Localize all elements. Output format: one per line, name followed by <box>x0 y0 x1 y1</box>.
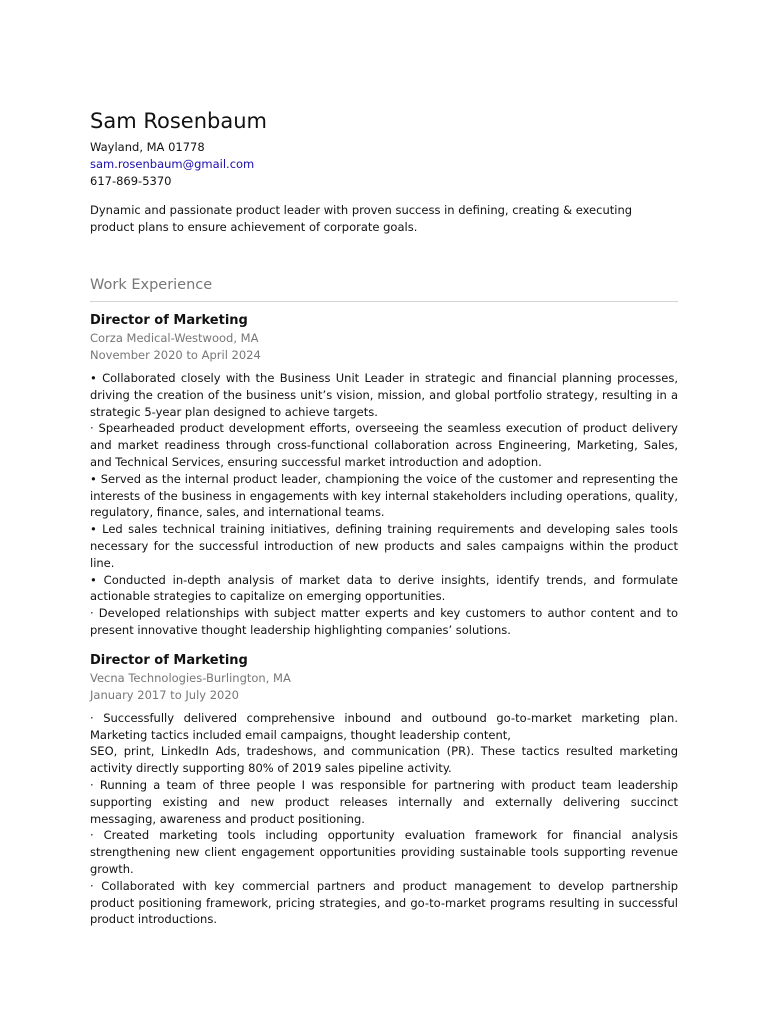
job-bullet: · Spearheaded product development efforts, overseeing the seamless execution of product delivery and market readiness through cross-functional collaboration across Engineering, Marketing, Sales, and Technical Services, ensuring successful market introduction and adoption. <box>90 421 678 469</box>
resume-content <box>90 106 678 928</box>
job-bullet: • Collaborated closely with the Business Unit Leader in strategic and financial planning processes, driving the creation of the business unit’s vision, mission, and global portfolio strategy, resulting in a strategic 5-year plan designed to achieve targets. <box>90 371 678 419</box>
job-bullet: • Conducted in-depth analysis of market data to derive insights, identify trends, and formulate actionable strategies to capitalize on emerging opportunities. <box>90 572 678 604</box>
job-location: Westwood, MA <box>174 331 259 345</box>
job-title: Director of Marketing <box>90 652 248 668</box>
candidate-name: Sam Rosenbaum <box>90 109 267 133</box>
contact-block <box>90 139 678 190</box>
section-divider <box>90 301 678 302</box>
job-bullet: · Successfully delivered comprehensive inbound and outbound go-to-market marketing plan. Marketing tactics included email campaigns, thought leadership content, <box>90 710 678 742</box>
phone: 617-869-5370 <box>90 174 172 188</box>
summary: Dynamic and passionate product leader with proven success in defining, creating & executing product plans to ensure achievement of corporate goals. <box>90 203 633 234</box>
job-company: Corza Medical <box>90 331 171 345</box>
email-link[interactable]: sam.rosenbaum@gmail.com <box>90 157 255 171</box>
job-bullet: · Developed relationships with subject matter experts and key customers to author content and to present innovative thought leadership highlighting companies’ solutions. <box>90 606 678 637</box>
job-start-date: November 2020 <box>90 348 183 362</box>
job-company-location: Corza Medical-Westwood, MA <box>90 331 259 345</box>
job-bullet: SEO, print, LinkedIn Ads, tradeshows, and communication (PR). These tactics resulted marketing activity directly supporting 80% of 2019 sales pipeline activity. <box>90 744 678 776</box>
job-company-location: Vecna Technologies-Burlington, MA <box>90 670 291 685</box>
job-end-date: July 2020 <box>185 687 239 702</box>
job-dates: November 2020 to April 2024 <box>90 348 261 362</box>
job-company: Vecna Technologies <box>90 670 203 685</box>
job-bullet: · Running a team of three people I was responsible for partnering with product team leadership supporting existing and new product releases internally and externally delivering succinct messaging, awareness and product positioning. <box>90 777 678 826</box>
job-start-date: January 2017 <box>90 687 167 702</box>
job-bullet: • Served as the internal product leader, championing the voice of the customer and representing the interests of the business in engagements with key internal stakeholders including operations, quality, regulatory, finance, sales, and international teams. <box>90 471 678 520</box>
location: Wayland, MA 01778 <box>90 140 205 154</box>
job-bullets <box>90 370 678 639</box>
job-entry <box>90 652 678 928</box>
job-bullet: · Collaborated with key commercial partners and product management to develop partnership product positioning framework, pricing strategies, and go-to-market programs resulting in successful product introductions. <box>90 878 678 927</box>
job-bullet: • Led sales technical training initiatives, defining training requirements and developing sales tools necessary for the successful introduction of new products and sales campaigns within the product line. <box>90 522 678 570</box>
job-title: Director of Marketing <box>90 313 248 328</box>
section-title-work-experience: Work Experience <box>90 277 213 293</box>
job-location: Burlington, MA <box>206 670 291 685</box>
job-bullets <box>90 710 678 928</box>
job-entry <box>90 312 678 639</box>
job-dates: January 2017 to July 2020 <box>90 687 239 702</box>
job-end-date: April 2024 <box>201 348 261 362</box>
job-bullet: · Created marketing tools including opportunity evaluation framework for financial analysis strengthening new client engagement opportunities providing sustainable tools supporting revenue growth. <box>90 828 678 876</box>
